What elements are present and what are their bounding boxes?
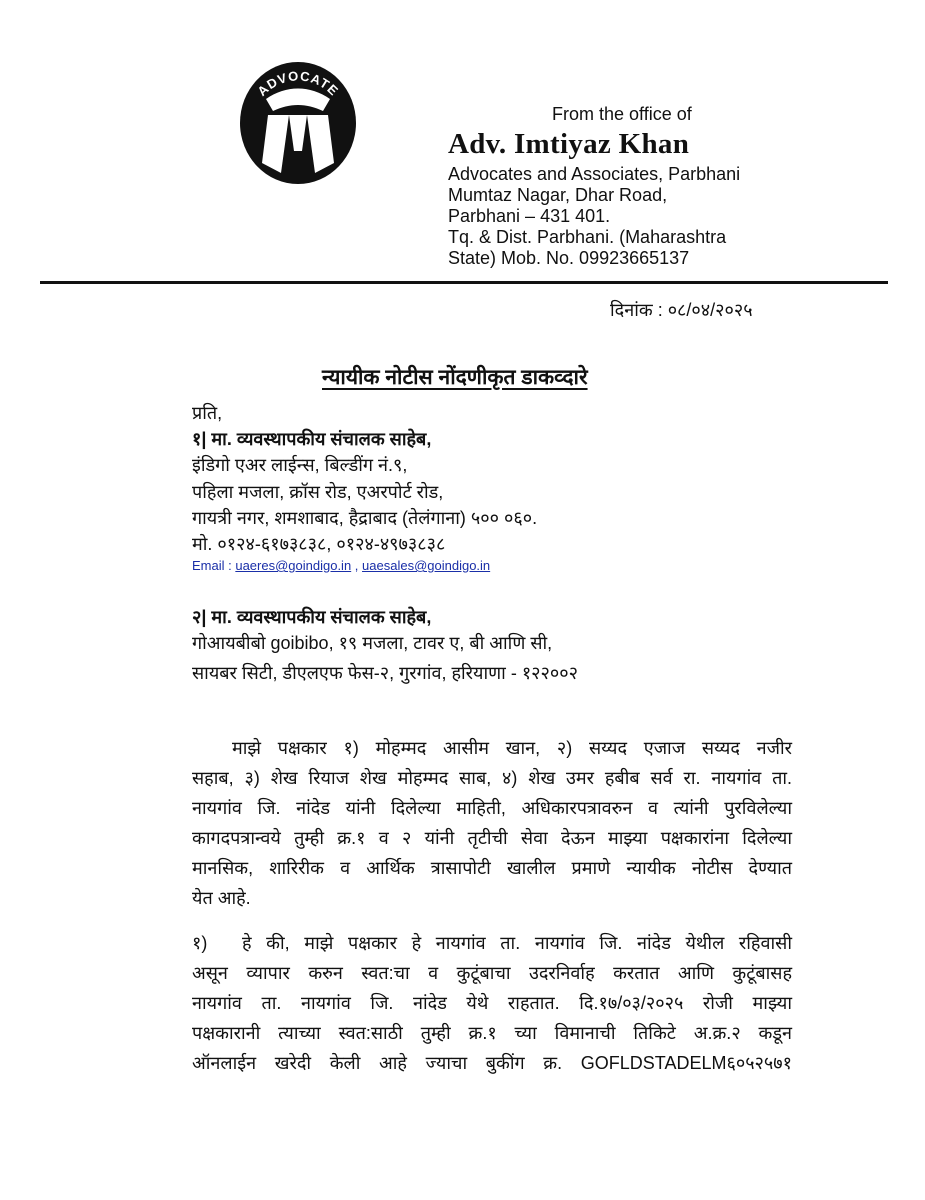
svg-text:ADVOCATE: ADVOCATE xyxy=(254,68,342,99)
notice-date: दिनांक : ०८/०४/२०२५ xyxy=(610,300,753,320)
to-label: प्रति, xyxy=(192,403,223,423)
address-line: State) Mob. No. 09923665137 xyxy=(448,248,690,268)
paragraph-1-line: कागदपत्रान्वये तुम्ही क्र.१ व २ यांनी तृटीची सेवा देऊन माझ्या पक्षकारांना दिलेल्या xyxy=(192,828,792,848)
paragraph-1-line: मानसिक, शारिरीक व आर्थिक त्रासापोटी खालील प्रमाणे न्यायीक नोटीस देण्यात xyxy=(192,858,792,878)
advocate-logo-text xyxy=(236,55,360,185)
letterhead-divider xyxy=(40,281,888,284)
paragraph-2-line: असून व्यापार करुन स्वत:चा व कुटूंबाचा उदरनिर्वाह करतात आणि कुटूंबासह xyxy=(192,963,792,983)
recipient-1-email-line xyxy=(192,558,490,573)
paragraph-2-line: पक्षकारानी त्याच्या स्वत:साठी तुम्ही क्र.१ च्या विमानाची तिकिटे अ.क्र.२ कडून xyxy=(192,1023,792,1043)
address-line: Parbhani – 431 401. xyxy=(448,206,611,226)
paragraph-2-line: ऑनलाईन खरेदी केली आहे ज्याचा बुकींग क्र. GOFLDSTADELM६०५२५७१ xyxy=(192,1053,792,1073)
recipient-2-address-line: सायबर सिटी, डीएलएफ फेस-२, गुरगांव, हरियाणा - १२२००२ xyxy=(192,663,578,683)
paragraph-1-line: सहाब, ३) शेख रियाज शेख मोहम्मद साब, ४) शेख उमर हबीब सर्व रा. नायगांव ता. xyxy=(192,768,792,788)
email-link-uaesales[interactable]: uaesales@goindigo.in xyxy=(362,558,491,573)
advocate-name: Adv. Imtiyaz Khan xyxy=(448,128,690,160)
email-link-uaeres[interactable]: uaeres@goindigo.in xyxy=(235,558,352,573)
recipient-1-title: १| मा. व्यवस्थापकीय संचालक साहेब, xyxy=(192,429,432,449)
recipient-1-address-line: पहिला मजला, क्रॉस रोड, एअरपोर्ट रोड, xyxy=(192,482,444,502)
recipient-1-address-line: गायत्री नगर, शमशाबाद, हैद्राबाद (तेलंगाना) ५०० ०६०. xyxy=(192,508,538,528)
address-line: Tq. & Dist. Parbhani. (Maharashtra xyxy=(448,227,727,247)
recipient-2-title: २| मा. व्यवस्थापकीय संचालक साहेब, xyxy=(192,607,432,627)
paragraph-1-line: माझे पक्षकार १) मोहम्मद आसीम खान, २) सय्यद एजाज सय्यद नजीर xyxy=(232,738,792,758)
from-office-label: From the office of xyxy=(552,104,692,124)
notice-heading: न्यायीक नोटीस नोंदणीकृत डाकव्दारे xyxy=(322,366,588,389)
recipient-2-address-line: गोआयबीबो goibibo, १९ मजला, टावर ए, बी आणि सी, xyxy=(192,633,553,653)
paragraph-1-line: नायगांव जि. नांदेड यांनी दिलेल्या माहिती, अधिकारपत्रावरुन व त्यांनी पुरविलेल्या xyxy=(192,798,792,818)
recipient-1-address-line: इंडिगो एअर लाईन्स, बिल्डींग नं.९, xyxy=(192,455,408,475)
paragraph-1-line: येत आहे. xyxy=(192,888,251,908)
email-label: Email : xyxy=(192,558,236,573)
email-separator: , xyxy=(351,558,363,573)
paragraph-2-line: नायगांव ता. नायगांव जि. नांदेड येथे राहतात. दि.१७/०३/२०२५ रोजी माझ्या xyxy=(192,993,792,1013)
paragraph-2-line: हे की, माझे पक्षकार हे नायगांव ता. नायगांव जि. नांदेड येथील रहिवासी xyxy=(242,933,792,953)
address-line: Advocates and Associates, Parbhani xyxy=(448,164,741,184)
address-line: Mumtaz Nagar, Dhar Road, xyxy=(448,185,668,205)
recipient-1-phone: मो. ०१२४-६१७३८३८, ०१२४-४९७३८३८ xyxy=(192,534,446,554)
paragraph-2-number: १) xyxy=(192,933,208,953)
